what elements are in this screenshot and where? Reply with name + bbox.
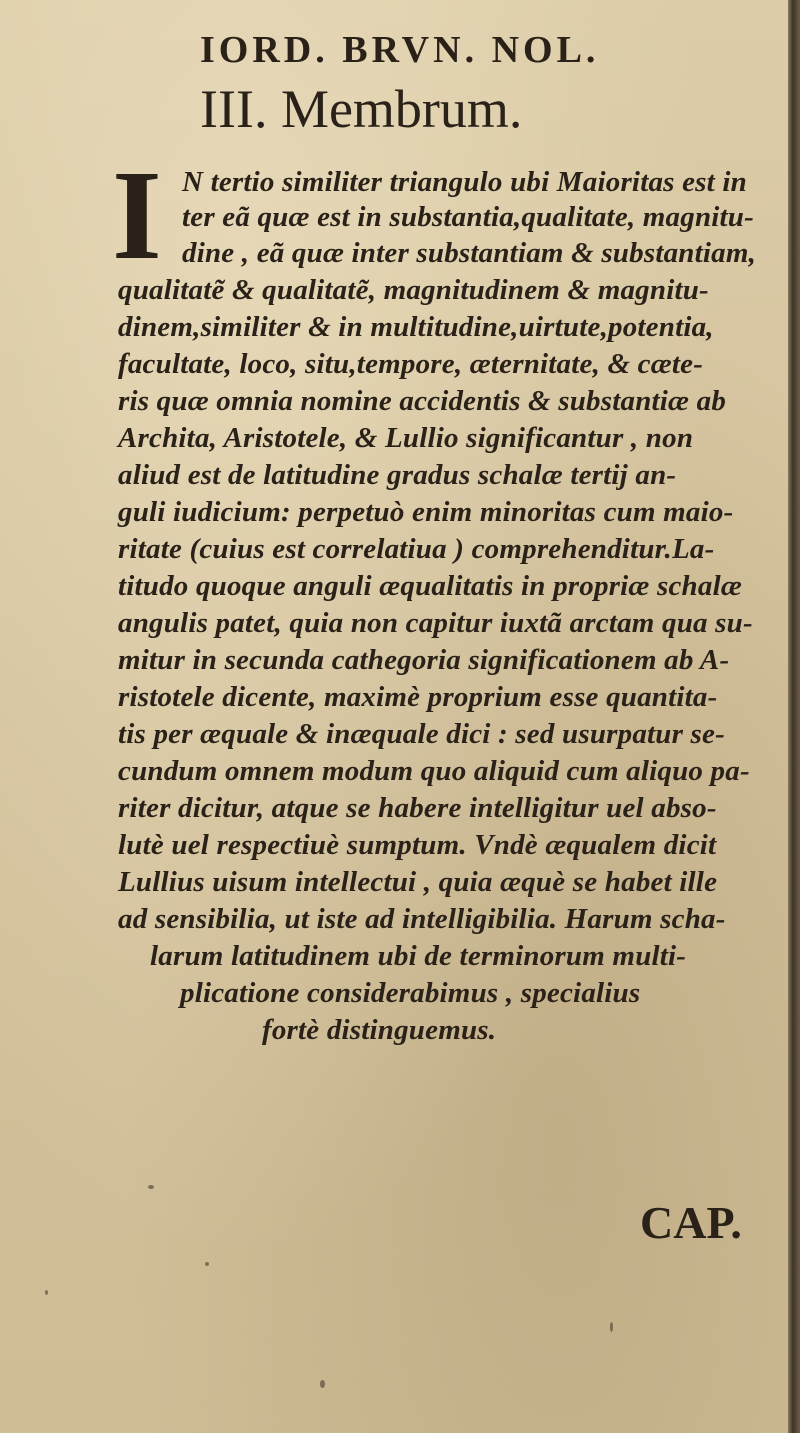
ink-speck (320, 1380, 325, 1388)
text-line: riter dicitur, atque se habere intelligitur uel abso- (118, 792, 717, 824)
text-line: ritate (cuius est correlatiua ) comprehenditur.La- (118, 533, 715, 565)
text-line: ris quæ omnia nomine accidentis & substantiæ ab (118, 385, 727, 417)
text-line: fortè distinguemus. (262, 1014, 497, 1046)
ink-speck (205, 1262, 209, 1266)
text-line: N tertio similiter triangulo ubi Maioritas est in (182, 166, 747, 198)
text-line: Lullius uisum intellectui , quia æquè se habet ille (118, 866, 718, 898)
running-head: IORD. BRVN. NOL. (200, 29, 600, 71)
text-line: ristotele dicente, maximè proprium esse quantita- (118, 681, 718, 713)
text-line: cundum omnem modum quo aliquid cum aliquo pa- (118, 755, 750, 787)
catchword: CAP. (640, 1197, 742, 1248)
page-gutter-edge (788, 0, 800, 1433)
ink-speck (148, 1185, 154, 1189)
text-line: aliud est de latitudine gradus schalæ tertij an- (118, 459, 677, 491)
text-line: plicatione considerabimus , specialius (180, 977, 641, 1009)
text-line: Archita, Aristotele, & Lullio significantur , non (118, 422, 694, 454)
text-line: dinem,similiter & in multitudine,uirtute,potentia, (118, 311, 714, 343)
text-line: guli iudicium: perpetuò enim minoritas cum maio- (118, 496, 734, 528)
ink-speck (45, 1290, 48, 1295)
text-line: dine , eã quæ inter substantiam & substantiam, (182, 237, 757, 269)
text-line: mitur in secunda cathegoria significationem ab A- (118, 644, 730, 676)
text-line: ter eã quæ est in substantia,qualitate, magnitu- (182, 201, 754, 233)
ink-speck (610, 1322, 613, 1332)
drop-cap: I (112, 144, 162, 286)
text-line: qualitatẽ & qualitatẽ, magnitudinem & magnitu- (118, 274, 709, 306)
text-line: ad sensibilia, ut iste ad intelligibilia. Harum scha- (118, 903, 726, 935)
text-line: titudo quoque anguli æqualitatis in propriæ schalæ (118, 570, 742, 602)
text-line: tis per æquale & inæquale dici : sed usurpatur se- (118, 718, 725, 750)
text-line: larum latitudinem ubi de terminorum multi- (150, 940, 687, 972)
text-line: angulis patet, quia non capitur iuxtã arctam qua su- (118, 607, 753, 639)
text-line: lutè uel respectiuè sumptum. Vndè æqualem dicit (118, 829, 717, 861)
text-line: facultate, loco, situ,tempore, æternitate, & cæte- (118, 348, 704, 380)
section-title: III. Membrum. (200, 79, 523, 139)
